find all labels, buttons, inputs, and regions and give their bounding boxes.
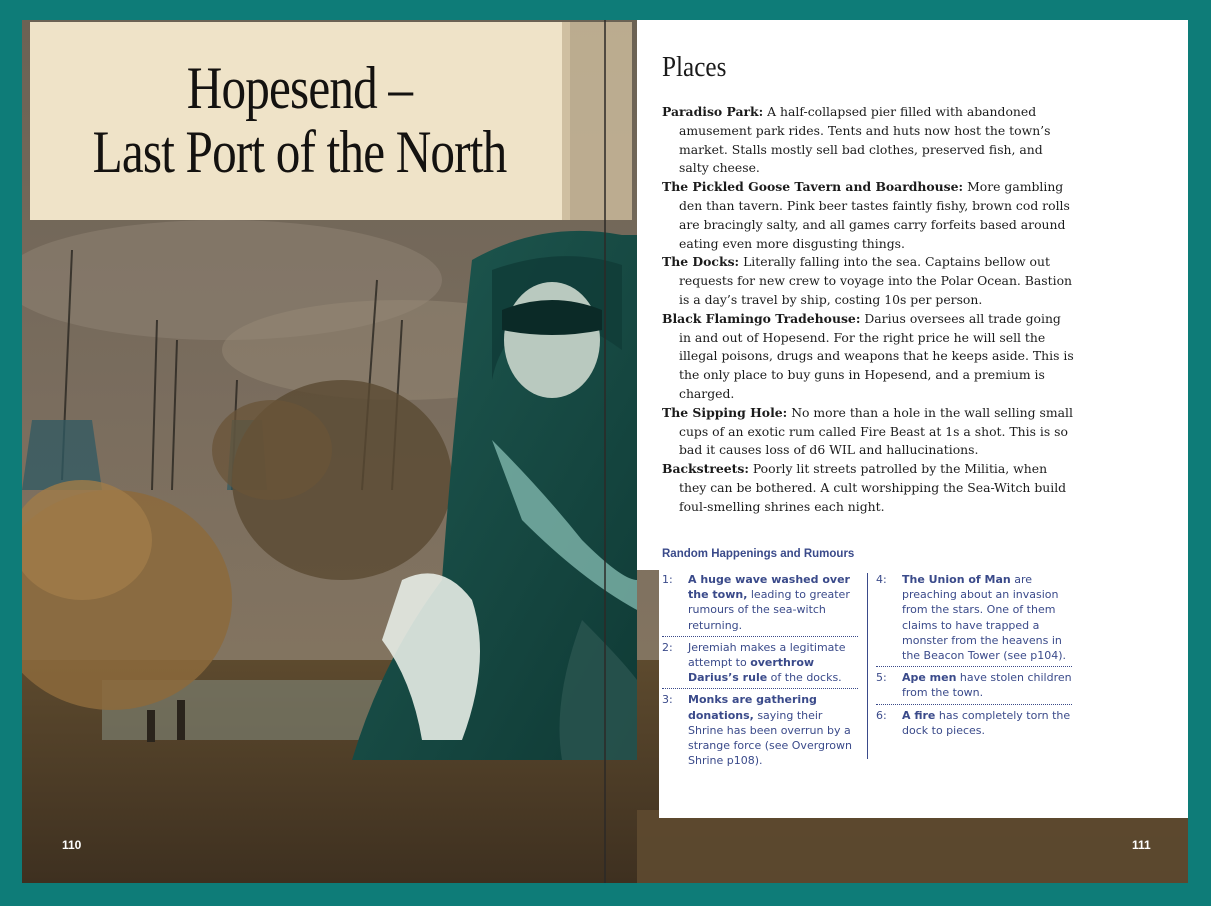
happening-text: Ape men have stolen children from the town. (902, 671, 1072, 700)
place-description: No more than a hole in the wall selling small cups of an exotic rum called Fire Beast at 1s a shot. This is so bad it causes loss of d6 WIL and hallucinations. (679, 404, 1073, 458)
place-description: Darius oversees all trade going in and out of Hopesend. For the right price he will sell the illegal poisons, drugs and weapons that he keeps aside. This is the only place to buy guns in Hopesend, and a premium is charged. (679, 310, 1074, 401)
happenings-column-divider (867, 573, 868, 759)
happening-text: A fire has completely torn the dock to pieces. (902, 708, 1071, 737)
place-entry (662, 404, 1074, 460)
page-number-left: 110 (62, 838, 82, 852)
title-line-1: Hopesend – (186, 55, 413, 121)
happening-number: 6: (876, 708, 887, 722)
place-name: Paradiso Park: (662, 104, 764, 119)
place-entry (662, 460, 1074, 516)
place-entry (662, 178, 1074, 253)
happening-number: 5: (876, 671, 887, 685)
happening-number: 1: (662, 573, 673, 586)
place-description: Poorly lit streets patrolled by the Militia, when they can be bothered. A cult worshipping the Sea-Witch build foul-smelling shrines each night. (679, 461, 1067, 514)
happening-text: Monks are gathering donations, saying their Shrine has been overrun by a strange force (see Overgrown Shrine p108). (688, 693, 853, 768)
places-list (662, 103, 1074, 517)
happening-number: 2: (662, 640, 673, 654)
happening-item (876, 670, 1072, 704)
happenings-heading: Random Happenings and Rumours (662, 548, 855, 560)
happenings-column-1 (662, 572, 858, 774)
happening-item (876, 572, 1072, 667)
title-line-2: Last Port of the North (92, 119, 507, 185)
place-description: More gambling den than tavern. Pink beer tastes faintly fishy, brown cod rolls are bracingly salty, and all games carry forfeits based around eating even more disgusting things. (679, 179, 1070, 251)
place-entry (662, 310, 1074, 404)
book-spine (604, 20, 606, 883)
happening-text: The Union of Man are preaching about an invasion from the stars. One of them claims to have trapped a monster from the heavens in the Beacon Tower (see p104). (902, 573, 1067, 663)
place-name: The Docks: (662, 254, 740, 270)
page-number-right: 111 (1132, 838, 1151, 852)
place-entry (662, 253, 1074, 309)
place-description: A half-collapsed pier filled with abandoned amusement park rides. Tents and huts now host the town’s market. Stalls mostly sell bad clothes, preserved fish, and salty cheese. (679, 104, 1051, 176)
happening-number: 4: (876, 573, 887, 586)
happenings-column-2 (876, 572, 1072, 744)
happening-item (876, 708, 1072, 741)
place-name: Black Flamingo Tradehouse: (662, 310, 861, 326)
place-entry (662, 103, 1074, 178)
place-name: The Sipping Hole: (662, 404, 788, 420)
happening-item (662, 572, 858, 637)
happening-text: A huge wave washed over the town, leading to greater rumours of the sea-witch returning. (688, 573, 850, 632)
happening-item (662, 692, 858, 771)
page-title (80, 56, 519, 184)
title-band-edge (562, 22, 632, 220)
places-heading: Places (662, 52, 727, 83)
happening-item (662, 640, 858, 690)
happening-number: 3: (662, 693, 673, 707)
happening-text: Jeremiah makes a legitimate attempt to overthrow Darius’s rule of the docks. (688, 640, 846, 685)
place-name: The Pickled Goose Tavern and Boardhouse: (662, 179, 964, 195)
place-description: Literally falling into the sea. Captains bellow out requests for new crew to voyage into the Polar Ocean. Bastion is a day’s travel by ship, costing 10s per person. (679, 254, 1073, 307)
place-name: Backstreets: (662, 461, 749, 477)
